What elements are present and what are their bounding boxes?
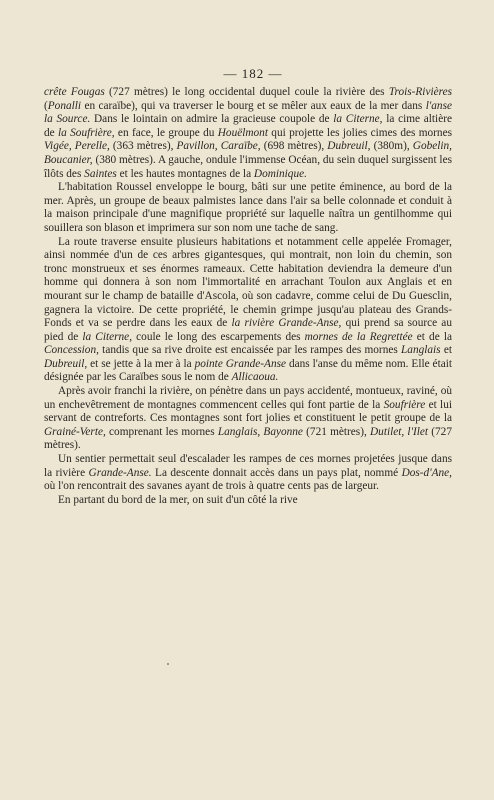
text-run: La descente donnait accès dans un pays plat, nommé xyxy=(151,466,402,479)
paper-speck xyxy=(167,663,169,665)
italic-text: Trois-Rivières xyxy=(388,86,453,98)
text-run: tandis que sa rive droite est encaissée par les rampes des mornes xyxy=(98,344,402,357)
italic-text: pointe Grande-Anse xyxy=(194,357,287,370)
paragraph xyxy=(44,236,452,386)
text-run: Dans le lointain on admire la gracieuse coupole de xyxy=(90,113,334,126)
italic-text: l'anse la Source. xyxy=(44,99,452,126)
italic-text: Concession, xyxy=(44,344,99,357)
text-run: (698 mètres), xyxy=(260,140,328,153)
italic-text: Houëlmont xyxy=(217,126,268,139)
text-run: la cime altière de xyxy=(44,113,452,139)
text-run: Un sentier permettait seul d'escalader les rampes de ces mornes projetées jusque dans la rivière xyxy=(44,453,452,479)
italic-text: Dos-d'Ane, xyxy=(401,466,452,479)
italic-text: la rivière Grande-Anse, xyxy=(231,317,342,330)
text-run: et les hautes montagnes de la xyxy=(116,167,254,180)
text-run: Après avoir franchi la rivière, on pénètre dans un pays accidenté, montueux, raviné, où un enchevêtrement de montagnes commencent celles qui font partie de la xyxy=(44,385,452,411)
text-run: comprenant les mornes xyxy=(105,425,218,438)
italic-text: Ponalli xyxy=(47,99,82,112)
text-run: qui projette les jolies cimes des mornes xyxy=(267,126,452,139)
text-run: (727 mètres) le long occidental duquel coule la rivière des xyxy=(104,86,389,98)
text-run: en face, le groupe du xyxy=(114,126,218,139)
italic-text: la Citerne, xyxy=(82,330,133,343)
text-run: et xyxy=(440,344,452,357)
italic-text: la Citerne, xyxy=(333,113,383,126)
text-run: (380m), xyxy=(370,140,413,153)
italic-text: Langlais xyxy=(401,344,441,357)
italic-text: Soufrière xyxy=(383,398,426,411)
paragraph xyxy=(44,385,452,453)
paragraph xyxy=(44,453,452,494)
italic-text: Dominique. xyxy=(253,167,307,180)
italic-text: mornes de la Regrettée xyxy=(304,330,413,343)
text-run: (380 mètres). A gauche, ondule l'immense Océan, du sein duquel surgissent les îlôts des xyxy=(44,153,452,180)
italic-text: Gobelin, Boucanier, xyxy=(44,140,453,166)
text-run: ( xyxy=(44,99,48,112)
text-run: (727 mètres). xyxy=(44,425,452,452)
text-run: dans l'anse du même nom. Elle était désignée par les Caraïbes sous le nom de xyxy=(44,357,453,384)
italic-text: Allicaoua. xyxy=(231,371,279,384)
text-run: et lui servant de contreforts. Ces montagnes sont fort jolies et constituent le petit groupe de la xyxy=(44,398,452,425)
body-text xyxy=(44,86,452,507)
text-run: où l'on rencontrait des savanes ayant de trois à quatre cents pas de largeur. xyxy=(44,480,379,493)
text-run: La route traverse ensuite plusieurs habitations et notamment celle appelée Fromager, ainsi nommée d'un de ces arbres gigantesques, qui montrait, non loin du chemin, son tronc monstrueux et ses énormes rameaux. Cette habitation deviendra la demeure d'un homme qui donnera à son nom l'immortalité en arrachant Toulon aux Anglais et en mourant sur le champ de bataille d'Ascola, où son cadavre, comme celui de Du Guesclin, gagnera la victoire. De cette propriété, le chemin grimpe jusqu'au plateau des Grands-Fonds et va se perdre dans les eaux de xyxy=(44,235,452,330)
italic-text: Grande-Anse. xyxy=(88,466,152,479)
italic-text: Grainé-Verte, xyxy=(44,425,106,438)
paragraph xyxy=(44,494,452,508)
italic-text: Saintes xyxy=(84,167,117,180)
text-run: En partant du bord de la mer, on suit d'un côté la rive xyxy=(58,493,298,506)
text-run: coule le long des escarpements des xyxy=(132,330,305,343)
paragraph xyxy=(44,181,452,235)
italic-text: Dubreuil, xyxy=(44,357,88,370)
italic-text: Pavillon, Caraïbe, xyxy=(176,140,261,153)
italic-text: crête Fougas xyxy=(44,86,105,98)
text-run: (363 mètres), xyxy=(109,140,177,153)
text-run: L'habitation Roussel enveloppe le bourg, bâti sur une petite éminence, au bord de la mer. Après, un groupe de beaux palmistes lance dans l'air sa belle colonnade et conduit à la maison principale d'une magnifique propriété sur laquelle naîtra un gentilhomme qui souillera son blason et imprimera sur son nom une tache de sang. xyxy=(44,181,452,234)
text-run: et se jette à la mer à la xyxy=(87,357,195,370)
italic-text: Dubreuil, xyxy=(327,140,371,153)
italic-text: Dutilet, l'Ilet xyxy=(370,425,429,438)
text-run: en caraïbe), qui va traverser le bourg et se mêler aux eaux de la mer dans xyxy=(81,99,426,112)
italic-text: la Soufrière, xyxy=(58,126,115,139)
text-run: et de la xyxy=(412,330,452,343)
italic-text: Langlais, Bayonne xyxy=(217,425,303,438)
text-run: qui prend sa source au pied de xyxy=(44,317,452,343)
paragraph xyxy=(44,86,452,181)
page-number: — 182 — xyxy=(223,66,283,81)
text-run: (721 mètres), xyxy=(302,425,371,438)
italic-text: Vigée, Perelle, xyxy=(44,140,110,153)
